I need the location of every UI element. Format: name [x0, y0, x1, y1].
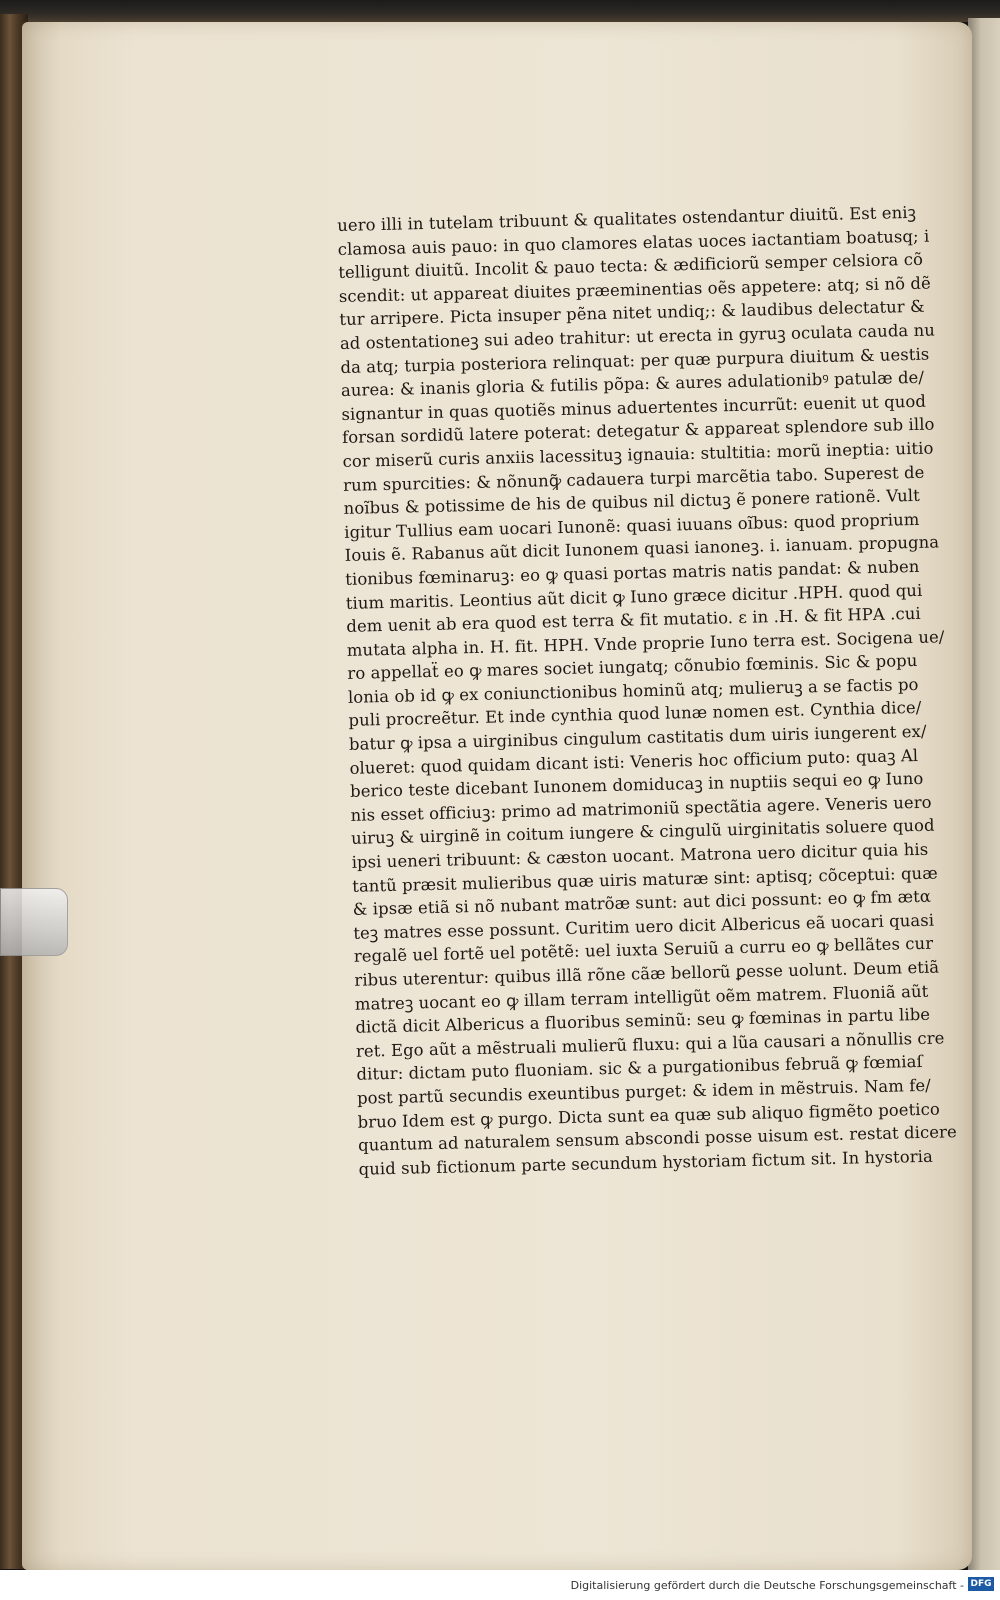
- page-clip: [0, 888, 68, 956]
- text-line: ro appellaẗ eo ꝙ mares societ iungatq; cõnubio fœminis. Sic & popu: [347, 651, 918, 684]
- text-line: bruo Idem est ꝙ purgo. Dicta sunt ea quæ sub aliquo figmẽto poetico: [357, 1099, 941, 1132]
- text-line: dem uenit ab era quod est terra & fit mutatio. ε in .Η. & fit ΗΡΑ .cui: [346, 603, 921, 636]
- text-line: tur arripere. Picta insuper pẽna nitet undiq;: & laudibus delectatur &: [339, 297, 925, 330]
- text-line: signantur in quas quotiẽs minus aduertentes incurrũt: euenit ut quod: [341, 391, 927, 424]
- text-line: telligunt diuitũ. Incolit & pauo tecta: & ædificiorũ semper celsiora cõ: [338, 249, 924, 283]
- text-line: olueret: quod quidam dicant isti: Veneris hoc officium puto: quaꝫ Al: [349, 745, 919, 778]
- dfg-logo: DFG: [968, 1577, 994, 1591]
- text-line: uiruꝫ & uirginẽ in coitum iungere & cingulũ uirginitatis soluere quod: [350, 816, 935, 849]
- text-line: mutata alpha in. Η. fit. ΗΡΗ. Vnde proprie Iuno terra est. Socigena ue/: [346, 627, 945, 660]
- text-block: [337, 200, 979, 1181]
- text-line: post partũ secundis exeuntibus purget: & idem in mẽstruis. Nam fe/: [356, 1075, 932, 1108]
- text-line: dictã dicit Albericus a fluoribus seminũ: seu ꝙ fœminas in partu libe: [355, 1004, 931, 1037]
- text-line: ipsi ueneri tribuunt: & cæston uocant. Matrona uero dicitur quia his: [351, 839, 929, 872]
- text-line: nis esset officiuꝫ: primo ad matrimoniũ spectãtia agere. Veneris uero: [350, 792, 932, 825]
- text-line: tantũ præsit mulieribus quæ uiris maturæ sint: aptisq; cõceptui: quæ: [352, 863, 938, 896]
- text-line: clamosa auis pauo: in quo clamores elatas uoces iactantiam boatusq; i: [337, 226, 930, 259]
- text-line: teꝫ matres esse possunt. Curitim uero dicit Albericus eã uocari quasi: [353, 910, 935, 943]
- text-line: igitur Tullius eam uocari Iunonẽ: quasi iuuans oĩbus: quod proprium: [344, 509, 920, 542]
- text-line: quid sub fictionum parte secundum hystoriam fictum sit. In hystoria: [358, 1146, 934, 1179]
- text-line: lonia ob id ꝙ ex coniunctionibus hominũ atq; mulieruꝫ a se factis po: [347, 674, 919, 707]
- text-line: Iouis ẽ. Rabanus aũt dicit Iunonem quasi ianoneꝫ. i. ianuam. propugna: [344, 532, 940, 566]
- text-line: & ipsæ etiã si nõ nubant matrõæ sunt: aut dici possunt: eo ꝙ fm ætα: [352, 886, 932, 920]
- text-line: scendit: ut appareat diuites præeminentias oẽs appetere: atq; si nõ dẽ: [338, 273, 931, 306]
- book-top-edge: [0, 0, 1000, 22]
- text-line: quantum ad naturalem sensum abscondi posse uisum est. restat dicere: [357, 1122, 958, 1155]
- facing-page-edge: [968, 18, 1000, 1570]
- text-line: cor miserũ curis anxiis lacessituꝫ ignauia: stultitia: morũ ineptia: uitio: [342, 438, 934, 471]
- footer-credit: Digitalisierung gefördert durch die Deutsche Forschungsgemeinschaft -: [570, 1579, 964, 1592]
- text-line: forsan sordidũ latere poterat: detegatur & appareat splendore sub illo: [341, 414, 935, 448]
- text-line: rum spurcities: & nõnunꝙ̃ cadauera turpi marcẽtia tabo. Superest de: [342, 462, 925, 495]
- text-line: regalẽ uel fortẽ uel potẽtẽ: uel iuxta Seruiũ a curru eo ꝙ bellãtes cur: [353, 934, 934, 967]
- text-line: puli procreẽtur. Et inde cynthia quod lunæ nomen est. Cynthia dice/: [348, 698, 922, 731]
- text-line: ad ostentationeꝫ sui adeo trahitur: ut erecta in gyruꝫ oculata cauda nu: [339, 320, 936, 353]
- text-line: aurea: & inanis gloria & futilis põpa: & aures adulationibꝰ patulæ de/: [340, 367, 925, 401]
- text-line: ribus uterentur: quibus illã rõne cãæ bellorũ ꝑesse uolunt. Deum etiã: [354, 957, 940, 990]
- text-line: da atq; turpia posteriora relinquat: per quæ purpura diuitum & uestis: [340, 344, 930, 377]
- text-line: batur ꝙ ipsa a uirginibus cingulum castitatis dum uiris iungerent ex/: [348, 721, 927, 754]
- text-line: ditur: dictam puto fluoniam. sic & a purgationibus februã ꝙ fœmiaſ: [356, 1052, 923, 1085]
- text-line: tium maritis. Leontius aũt dicit ꝙ Iuno græce dicitur .ΗΡΗ. quod qui: [345, 580, 923, 613]
- footer-bar: [0, 1570, 1000, 1600]
- text-line: noĩbus & potissime de his de quibus nil dictuꝫ ẽ ponere rationẽ. Vult: [343, 485, 921, 519]
- text-line: tionibus fœminaruꝫ: eo ꝙ quasi portas matris natis pandat: & nuben: [345, 556, 920, 589]
- text-line: ret. Ego aũt a mẽstruali mulierũ fluxu: qui a lũa causari a nõnullis cre: [355, 1028, 945, 1061]
- text-line: berico teste dicebant Iunonem domiducaꝫ in nuptiis sequi eo ꝙ Iuno: [349, 769, 924, 802]
- text-line: uero illi in tutelam tribuunt & qualitates ostendantur diuitũ. Est eniꝫ: [337, 202, 917, 235]
- text-line: matreꝫ uocant eo ꝙ illam terram intelligũt oẽm matrem. Fluoniã aũt: [354, 981, 929, 1014]
- book-page: [22, 22, 972, 1570]
